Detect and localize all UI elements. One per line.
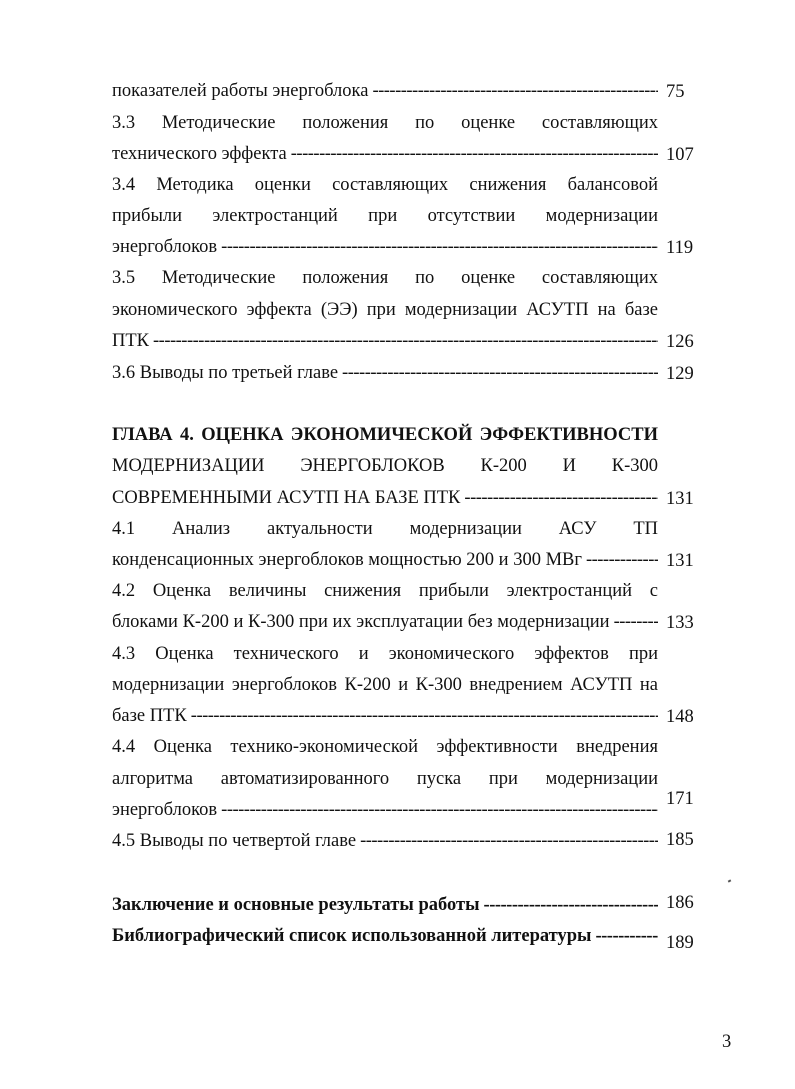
toc-leader [291, 142, 658, 166]
toc-entry-bibliography [112, 924, 658, 948]
toc-entry-3-5-line2: экономического эффекта (ЭЭ) при модернизации АСУТП на базе [112, 300, 658, 320]
toc-page-number: 131 [666, 551, 694, 571]
toc-entry-text: Библиографический список использованной литературы [112, 926, 592, 946]
chapter-4-heading-cont [112, 486, 658, 510]
toc-leader [221, 235, 658, 259]
toc-entry-text: энергоблоков [112, 800, 218, 820]
toc-page-number: 131 [666, 489, 694, 509]
toc-leader [360, 829, 658, 853]
toc-entry-3-4: 3.4 Методика оценки составляющих снижения балансовой [112, 175, 658, 195]
toc-entry-3-5: 3.5 Методические положения по оценке составляющих [112, 268, 658, 288]
toc-entry-text: 3.6 Выводы по третьей главе [112, 363, 339, 383]
toc-entry-3-3-cont [112, 142, 658, 166]
toc-entry-4-1-cont [112, 548, 658, 572]
toc-leader [221, 798, 658, 822]
toc-entry-text: Заключение и основные результаты работы [112, 895, 480, 915]
toc-entry-4-3-cont [112, 704, 658, 728]
toc-leader [595, 924, 658, 948]
toc-leader [153, 329, 658, 353]
toc-entry-text: энергоблоков [112, 237, 218, 257]
toc-page-number: 119 [666, 238, 694, 258]
toc-entry-3-3: 3.3 Методические положения по оценке составляющих [112, 113, 658, 133]
toc-leader [372, 79, 658, 103]
toc-entry-4-5 [112, 829, 658, 853]
chapter-4-heading: ГЛАВА 4. ОЦЕНКА ЭКОНОМИЧЕСКОЙ ЭФФЕКТИВНОСТИ [112, 425, 658, 445]
toc-entry-text: блоками К-200 и К-300 при их эксплуатации без модернизации [112, 612, 610, 632]
toc-entry-text: конденсационных энергоблоков мощностью 200 и 300 МВг [112, 550, 582, 570]
toc-page-number: 75 [666, 82, 685, 102]
toc-leader [614, 610, 658, 634]
toc-entry-text: технического эффекта [112, 144, 287, 164]
page-number: 3 [722, 1032, 732, 1052]
toc-entry-conclusion [112, 893, 658, 917]
toc-entry-3-5-cont [112, 329, 658, 353]
toc-entry-3-4-line2: прибыли электростанций при отсутствии модернизации [112, 206, 658, 226]
chapter-4-heading-line2: МОДЕРНИЗАЦИИ ЭНЕРГОБЛОКОВ К-200 И К-300 [112, 456, 658, 476]
toc-entry-text: ПТК [112, 331, 149, 351]
toc-entry-3-6 [112, 361, 658, 385]
toc-entry-4-2: 4.2 Оценка величины снижения прибыли электростанций с [112, 581, 658, 601]
toc-entry-3-2-cont [112, 79, 658, 103]
toc-entry-4-4-cont [112, 798, 658, 822]
toc-page-number: 148 [666, 707, 694, 727]
toc-entry-4-4-line2: алгоритма автоматизированного пуска при модернизации [112, 769, 658, 789]
toc-page-number: 133 [666, 613, 694, 633]
toc-page-number: 189 [666, 933, 694, 953]
toc-entry-text: показателей работы энергоблока [112, 81, 369, 101]
toc-entry-4-3-line2: модернизации энергоблоков К-200 и К-300 внедрением АСУТП на [112, 675, 658, 695]
toc-page-number: 186 [666, 893, 694, 913]
toc-page-number: 185 [666, 830, 694, 850]
toc-page-number: 126 [666, 332, 694, 352]
toc-page-number: 129 [666, 364, 694, 384]
toc-entry-text: базе ПТК [112, 706, 187, 726]
toc-entry-4-4: 4.4 Оценка технико-экономической эффективности внедрения [112, 737, 658, 757]
toc-entry-4-1: 4.1 Анализ актуальности модернизации АСУ ТП [112, 519, 658, 539]
toc-entry-3-4-cont [112, 235, 658, 259]
toc-leader [191, 704, 658, 728]
toc-leader [484, 893, 658, 917]
toc-entry-4-3: 4.3 Оценка технического и экономического эффектов при [112, 644, 658, 664]
toc-leader [586, 548, 658, 572]
toc-entry-text: СОВРЕМЕННЫМИ АСУТП НА БАЗЕ ПТК [112, 488, 461, 508]
toc-page-number: 171 [666, 789, 694, 809]
toc-entry-text: 4.5 Выводы по четвертой главе [112, 831, 357, 851]
toc-page-number: 107 [666, 145, 694, 165]
toc-entry-4-2-cont [112, 610, 658, 634]
toc-leader [342, 361, 658, 385]
toc-leader [464, 486, 658, 510]
scan-speck [728, 879, 732, 882]
